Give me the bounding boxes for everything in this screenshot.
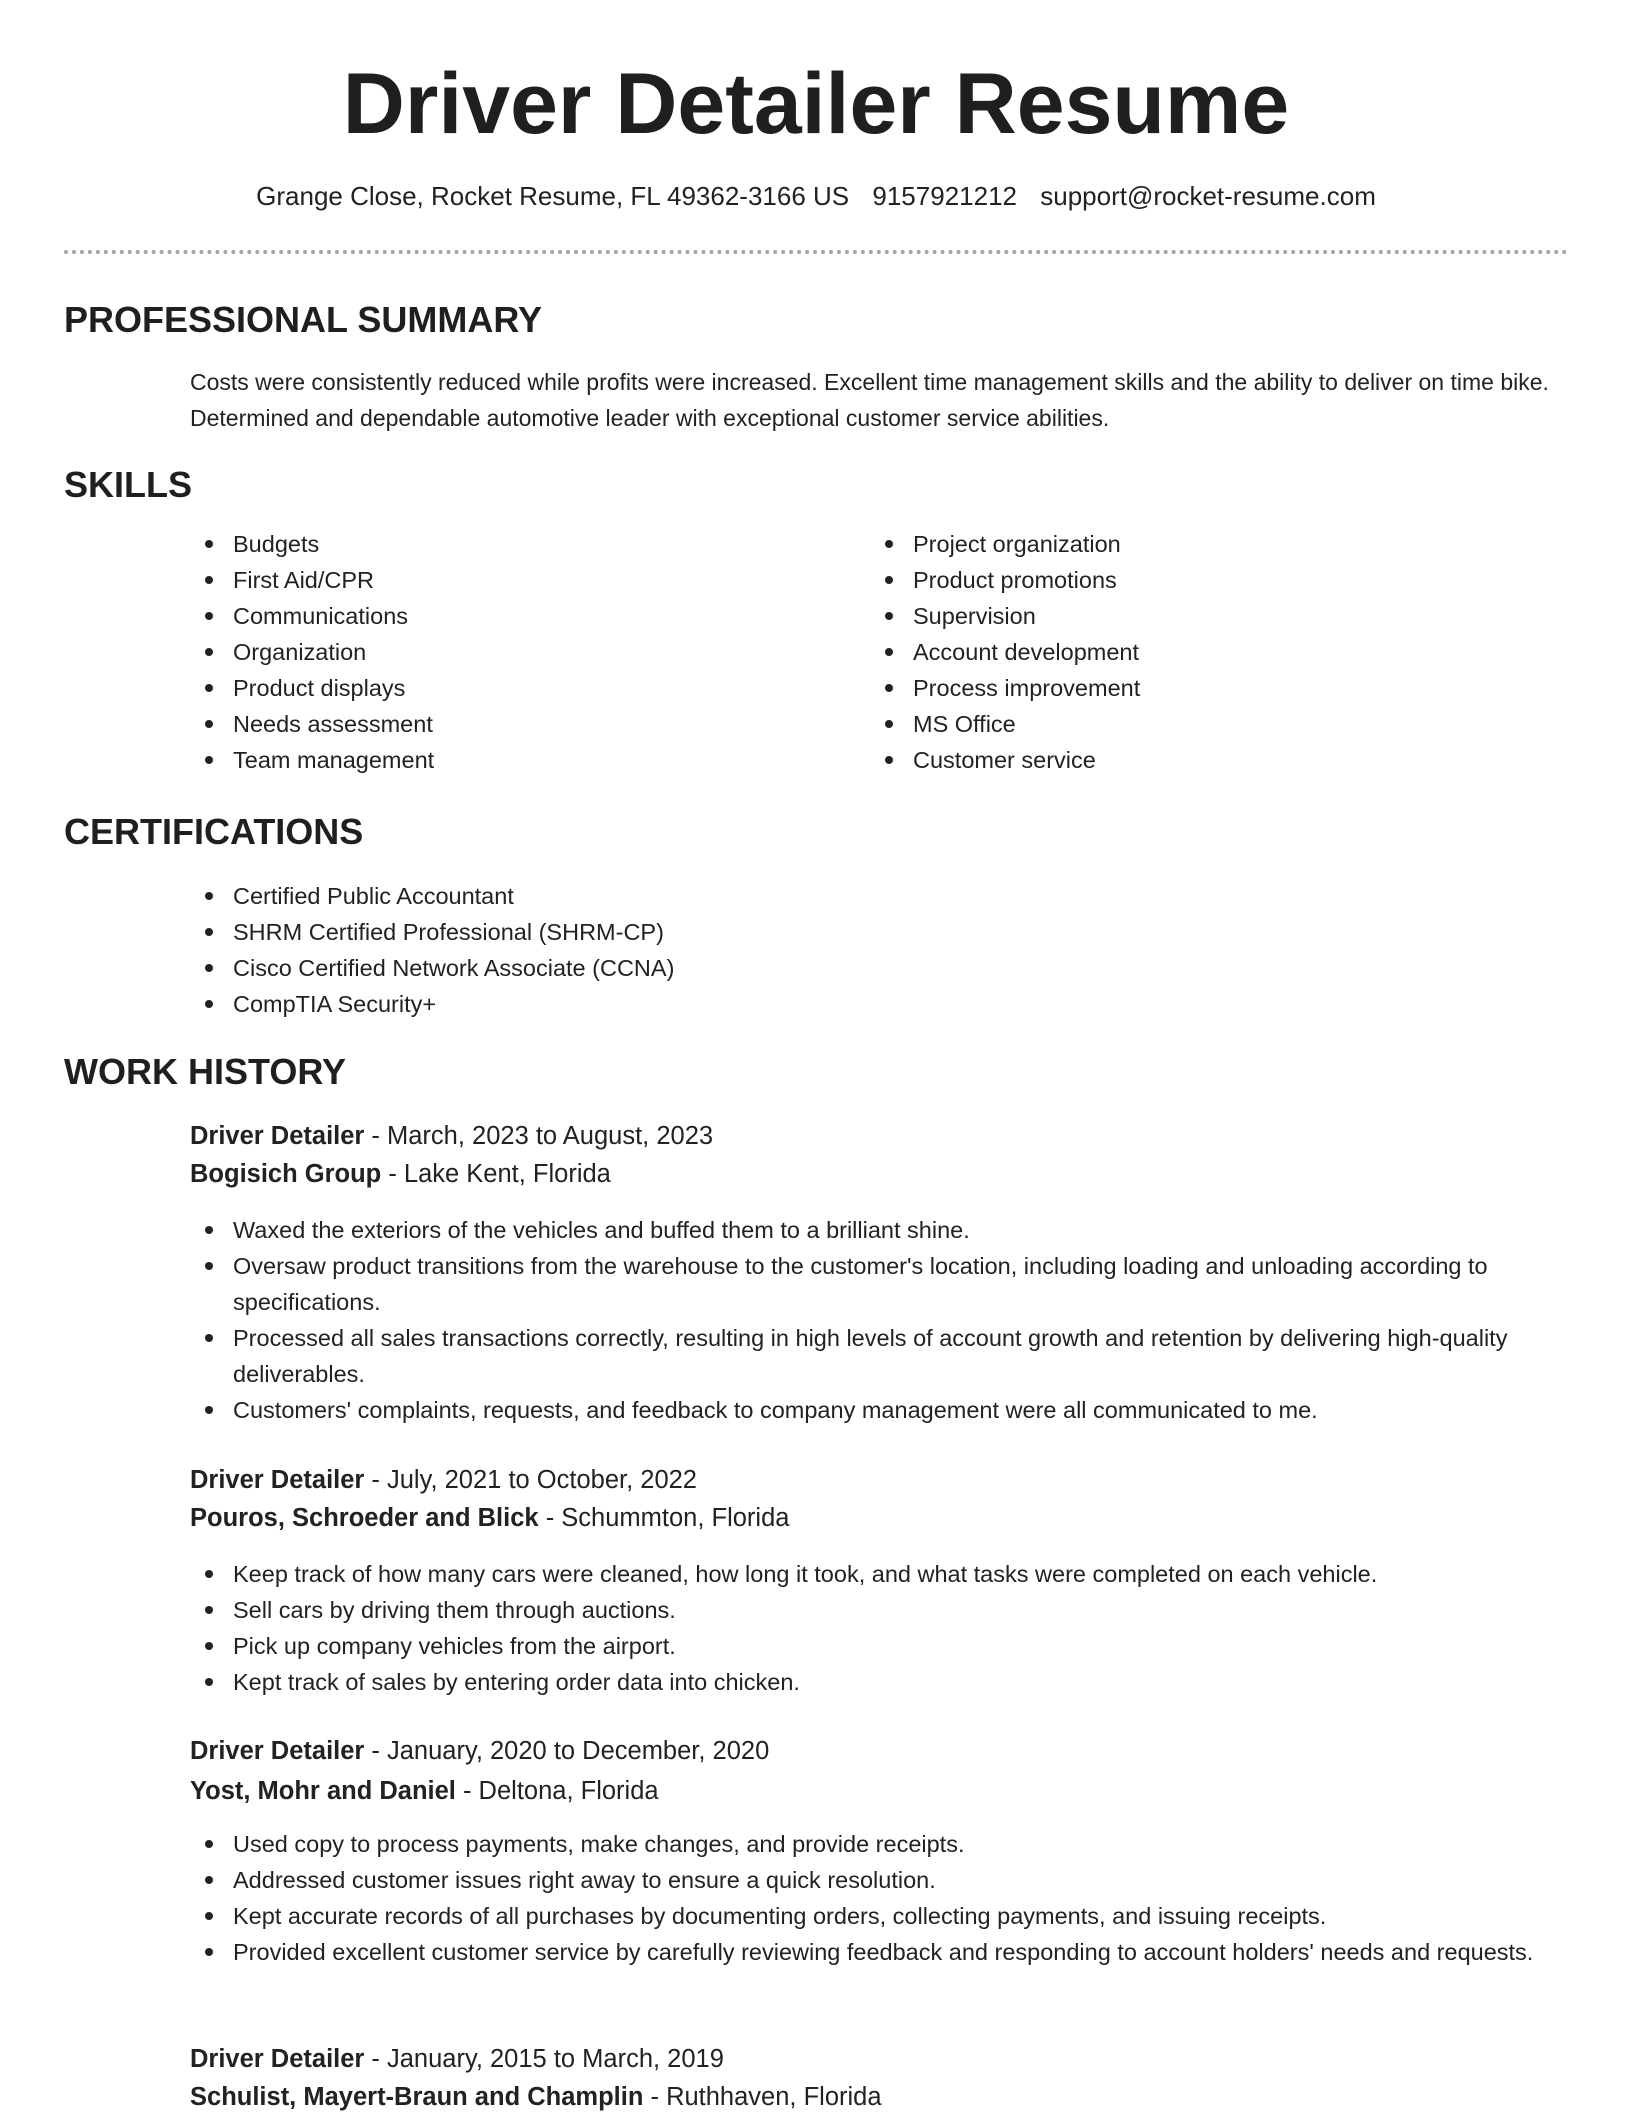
list-item: MS Office: [870, 706, 1510, 742]
job-company: Pouros, Schroeder and Blick: [190, 1504, 539, 1532]
list-item: Team management: [190, 742, 830, 778]
email: support@rocket-resume.com: [1040, 181, 1376, 211]
job-location: - Deltona, Florida: [455, 1777, 659, 1805]
list-item: Product displays: [190, 670, 830, 706]
job-title-line: [190, 1732, 769, 1770]
job-dates: - July, 2021 to October, 2022: [364, 1466, 697, 1494]
list-item: Sell cars by driving them through auctions.: [190, 1592, 1620, 1628]
certifications-list: [190, 878, 1190, 1022]
list-item: CompTIA Security+: [190, 986, 1190, 1022]
list-item: Pick up company vehicles from the airport.: [190, 1628, 1620, 1664]
list-item: First Aid/CPR: [190, 562, 830, 598]
skills-heading: SKILLS: [64, 464, 193, 505]
job-company-line: [190, 1499, 789, 1537]
resume-title: Driver Detailer Resume: [342, 56, 1290, 152]
job-company-line: [190, 2078, 882, 2116]
list-item: Customer service: [870, 742, 1510, 778]
list-item: Organization: [190, 634, 830, 670]
job-role: Driver Detailer: [190, 2045, 365, 2073]
list-item: Addressed customer issues right away to ensure a quick resolution.: [190, 1862, 1620, 1898]
job-role: Driver Detailer: [190, 1122, 365, 1150]
list-item: Waxed the exteriors of the vehicles and buffed them to a brilliant shine.: [190, 1212, 1620, 1248]
list-item: SHRM Certified Professional (SHRM-CP): [190, 914, 1190, 950]
work-history-heading: WORK HISTORY: [64, 1051, 347, 1092]
job-dates: - January, 2015 to March, 2019: [364, 2045, 724, 2073]
list-item: Kept accurate records of all purchases by documenting orders, collecting payments, and issuing receipts.: [190, 1898, 1620, 1934]
phone: 9157921212: [872, 181, 1017, 211]
list-item: Supervision: [870, 598, 1510, 634]
job-duties-list: [190, 1212, 1620, 1428]
address: Grange Close, Rocket Resume, FL 49362-3166 US: [256, 181, 850, 211]
job-company-line: [190, 1155, 611, 1193]
certifications-heading: CERTIFICATIONS: [64, 811, 364, 852]
job-company: Schulist, Mayert-Braun and Champlin: [190, 2083, 644, 2111]
list-item: Budgets: [190, 526, 830, 562]
job-role: Driver Detailer: [190, 1466, 365, 1494]
header-divider: [64, 250, 1568, 254]
list-item: Cisco Certified Network Associate (CCNA): [190, 950, 1190, 986]
list-item: Needs assessment: [190, 706, 830, 742]
skills-list-right: [870, 526, 1510, 778]
job-role: Driver Detailer: [190, 1737, 365, 1765]
job-title-line: [190, 2040, 724, 2078]
list-item: Processed all sales transactions correctly, resulting in high levels of account growth and retention by delivering high-quality deliverables.: [190, 1320, 1620, 1392]
summary-heading: PROFESSIONAL SUMMARY: [64, 299, 543, 340]
job-title-line: [190, 1461, 697, 1499]
list-item: Kept track of sales by entering order data into chicken.: [190, 1664, 1620, 1700]
list-item: Communications: [190, 598, 830, 634]
list-item: Product promotions: [870, 562, 1510, 598]
list-item: Customers' complaints, requests, and feedback to company management were all communicated to me.: [190, 1392, 1620, 1428]
list-item: Certified Public Accountant: [190, 878, 1190, 914]
job-company: Yost, Mohr and Daniel: [190, 1777, 456, 1805]
list-item: Used copy to process payments, make changes, and provide receipts.: [190, 1826, 1620, 1862]
list-item: Process improvement: [870, 670, 1510, 706]
list-item: Provided excellent customer service by carefully reviewing feedback and responding to account holders' needs and requests.: [190, 1934, 1620, 1970]
contact-line: [64, 176, 1568, 216]
job-location: - Schummton, Florida: [538, 1504, 790, 1532]
skills-list-left: [190, 526, 830, 778]
job-location: - Lake Kent, Florida: [381, 1160, 611, 1188]
summary-text: Costs were consistently reduced while profits were increased. Excellent time management skills and the ability to deliver on time bike. Determined and dependable automotive leader with exceptional customer service abilities.: [190, 369, 1549, 431]
job-company-line: [190, 1772, 659, 1810]
job-dates: - March, 2023 to August, 2023: [364, 1122, 714, 1150]
list-item: Keep track of how many cars were cleaned, how long it took, and what tasks were completed on each vehicle.: [190, 1556, 1620, 1592]
list-item: Project organization: [870, 526, 1510, 562]
job-dates: - January, 2020 to December, 2020: [364, 1737, 770, 1765]
job-title-line: [190, 1117, 713, 1155]
job-company: Bogisich Group: [190, 1160, 382, 1188]
list-item: Oversaw product transitions from the warehouse to the customer's location, including loading and unloading according to specifications.: [190, 1248, 1620, 1320]
job-location: - Ruthhaven, Florida: [643, 2083, 882, 2111]
job-duties-list: [190, 1826, 1620, 1970]
list-item: Account development: [870, 634, 1510, 670]
job-duties-list: [190, 1556, 1620, 1700]
